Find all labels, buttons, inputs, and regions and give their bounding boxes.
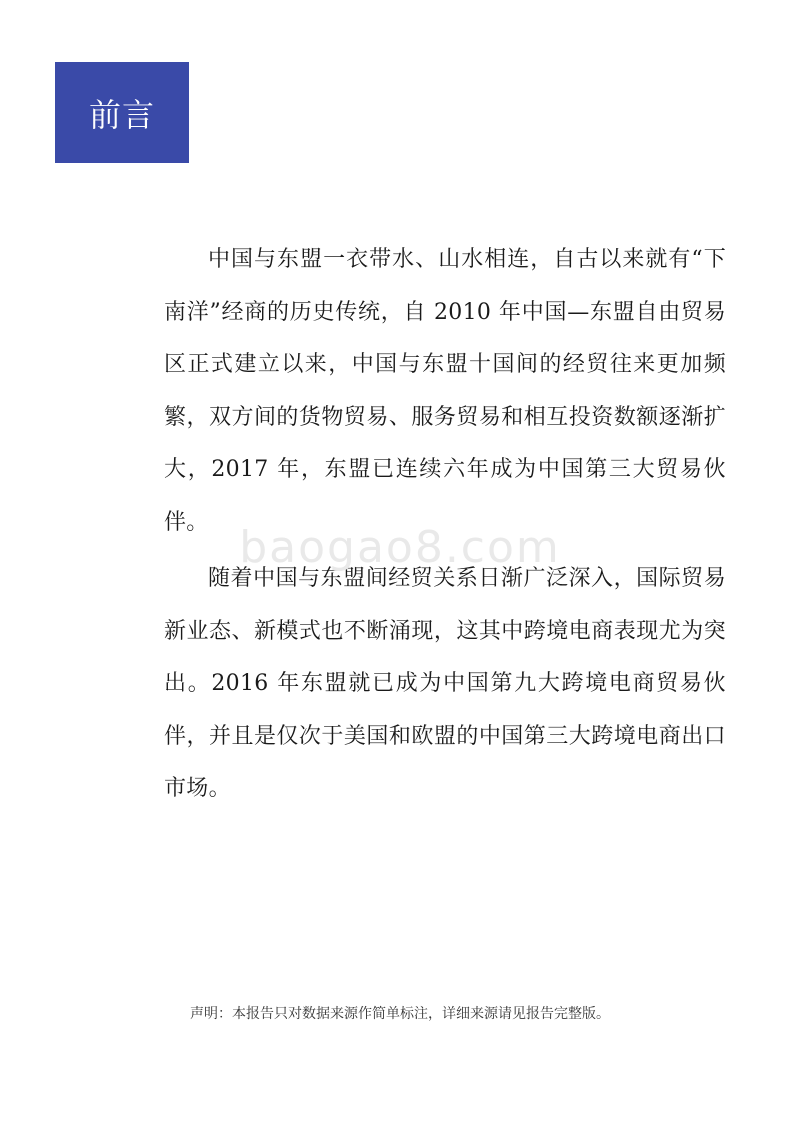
- title-box: [55, 62, 189, 163]
- watermark: baogao8.com: [239, 522, 561, 573]
- paragraph-2: 随着中国与东盟间经贸关系日渐广泛深入，国际贸易新业态、新模式也不断涌现，这其中跨境电商表现尤为突出。2016 年东盟就已成为中国第九大跨境电商贸易伙伴，并且是仅次于美国和欧盟的中国第三大跨境电商出口市场。: [164, 566, 726, 801]
- page-title: 前言: [88, 95, 155, 134]
- footer-disclaimer: 声明：本报告只对数据来源作简单标注，详细来源请见报告完整版。: [190, 1006, 610, 1022]
- paragraph-1: 中国与东盟一衣带水、山水相连，自古以来就有“下南洋”经商的历史传统，自 2010 年中国—东盟自由贸易区正式建立以来，中国与东盟十国间的经贸往来更加频繁，双方间的货物贸易、服务贸易和相互投资数额逐渐扩大，2017 年，东盟已连续六年成为中国第三大贸易伙伴。: [164, 247, 726, 535]
- preface-body: [164, 234, 726, 820]
